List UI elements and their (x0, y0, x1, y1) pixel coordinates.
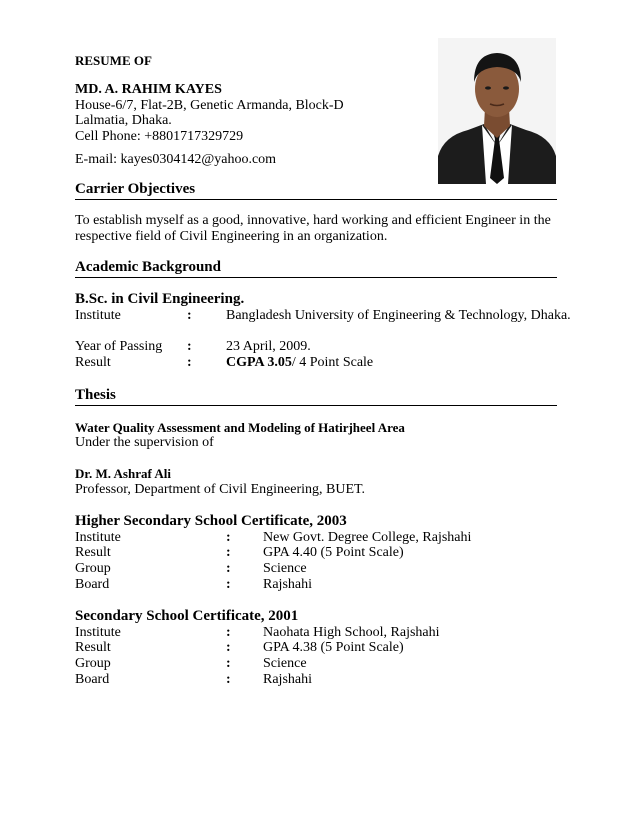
hsc-group-value: Science (263, 561, 307, 576)
portrait-icon (438, 38, 556, 184)
ssc-result-label: Result (75, 640, 111, 655)
hsc-board-value: Rajshahi (263, 577, 312, 592)
address-line-1: House-6/7, Flat-2B, Genetic Armanda, Block-D (75, 98, 344, 113)
resume-of-label: RESUME OF (75, 53, 152, 68)
hsc-result-label: Result (75, 545, 111, 560)
thesis-title: Water Quality Assessment and Modeling of Hatirjheel Area (75, 420, 405, 435)
cell-phone: Cell Phone: +8801717329729 (75, 129, 244, 144)
cgpa-value: CGPA 3.05 (226, 355, 292, 370)
hsc-institute-sep: : (226, 530, 231, 545)
ssc-heading: Secondary School Certificate, 2001 (75, 608, 299, 624)
objectives-line-2: respective field of Civil Engineering in an organization. (75, 229, 388, 244)
objectives-divider (75, 199, 557, 200)
hsc-result-value: GPA 4.40 (5 Point Scale) (263, 545, 404, 560)
academic-year-sep: : (187, 339, 192, 354)
academic-institute-sep: : (187, 308, 192, 323)
academic-result-label: Result (75, 355, 111, 370)
hsc-group-sep: : (226, 561, 231, 576)
thesis-supervision: Under the supervision of (75, 435, 214, 450)
hsc-board-label: Board (75, 577, 110, 592)
objectives-heading: Carrier Objectives (75, 181, 196, 197)
academic-result-value (226, 355, 373, 371)
thesis-divider (75, 405, 557, 406)
hsc-institute-value: New Govt. Degree College, Rajshahi (263, 530, 472, 545)
ssc-group-label: Group (75, 656, 111, 671)
academic-divider (75, 277, 557, 278)
academic-heading: Academic Background (75, 259, 221, 275)
ssc-group-sep: : (226, 656, 231, 671)
academic-result-sep: : (187, 355, 192, 370)
academic-year-value: 23 April, 2009. (226, 339, 311, 354)
ssc-result-sep: : (226, 640, 231, 655)
ssc-board-value: Rajshahi (263, 672, 312, 687)
ssc-result-value: GPA 4.38 (5 Point Scale) (263, 640, 404, 655)
supervisor-title: Professor, Department of Civil Engineering, BUET. (75, 482, 366, 497)
cgpa-scale: / 4 Point Scale (291, 355, 374, 370)
hsc-board-sep: : (226, 577, 231, 592)
hsc-result-sep: : (226, 545, 231, 560)
hsc-group-label: Group (75, 561, 111, 576)
academic-year-label: Year of Passing (75, 339, 163, 354)
ssc-board-label: Board (75, 672, 110, 687)
hsc-heading: Higher Secondary School Certificate, 2003 (75, 513, 347, 529)
ssc-institute-sep: : (226, 625, 231, 640)
hsc-institute-label: Institute (75, 530, 121, 545)
address-line-2: Lalmatia, Dhaka. (75, 113, 172, 128)
academic-institute-value: Bangladesh University of Engineering & Technology, Dhaka. (226, 308, 571, 323)
ssc-institute-label: Institute (75, 625, 121, 640)
thesis-heading: Thesis (75, 387, 116, 403)
ssc-group-value: Science (263, 656, 307, 671)
objectives-line-1: To establish myself as a good, innovative, hard working and efficient Engineer in the (75, 213, 551, 228)
email: E-mail: kayes0304142@yahoo.com (75, 152, 277, 167)
academic-institute-label: Institute (75, 308, 121, 323)
candidate-name: MD. A. RAHIM KAYES (75, 82, 222, 97)
supervisor-name: Dr. M. Ashraf Ali (75, 466, 171, 481)
degree-title: B.Sc. in Civil Engineering. (75, 291, 245, 307)
profile-photo (438, 38, 556, 184)
ssc-institute-value: Naohata High School, Rajshahi (263, 625, 440, 640)
ssc-board-sep: : (226, 672, 231, 687)
